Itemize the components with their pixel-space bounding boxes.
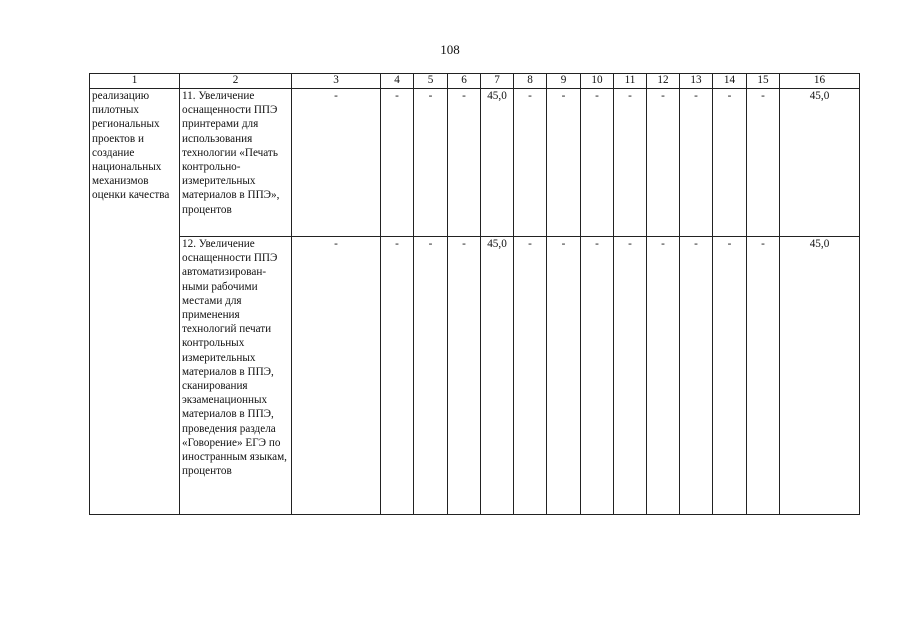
table-cell: 45,0	[481, 89, 514, 237]
column-header: 4	[381, 74, 414, 89]
table-cell: 45,0	[481, 237, 514, 515]
table-cell: -	[292, 237, 381, 515]
column-header: 6	[448, 74, 481, 89]
table-cell: -	[381, 237, 414, 515]
table-cell: 45,0	[780, 237, 860, 515]
table-cell: -	[547, 237, 581, 515]
column-header: 9	[547, 74, 581, 89]
goal-cell: реализацию пилотных региональных проектов и создание национальных механизмов оценки качества	[90, 89, 180, 515]
table-cell: -	[614, 237, 647, 515]
table-cell: -	[680, 89, 713, 237]
column-header: 12	[647, 74, 680, 89]
column-header: 13	[680, 74, 713, 89]
table-cell: -	[448, 237, 481, 515]
table-row	[90, 89, 860, 237]
column-header: 10	[581, 74, 614, 89]
column-header: 7	[481, 74, 514, 89]
table-cell: -	[414, 89, 448, 237]
table-cell: -	[647, 237, 680, 515]
table-cell: -	[547, 89, 581, 237]
column-header: 3	[292, 74, 381, 89]
table-row	[90, 237, 860, 515]
table-cell: -	[414, 237, 448, 515]
indicators-table	[89, 73, 860, 515]
table-cell: -	[647, 89, 680, 237]
indicator-description: 11. Увеличение оснащенности ППЭ принтерами для использования технологии «Печать контрольно-измерительных материалов в ППЭ», процентов	[180, 89, 292, 237]
table-cell: -	[713, 237, 747, 515]
table-cell: -	[747, 89, 780, 237]
column-header: 15	[747, 74, 780, 89]
column-header: 16	[780, 74, 860, 89]
column-header: 2	[180, 74, 292, 89]
table-cell: -	[514, 237, 547, 515]
table-cell: -	[381, 89, 414, 237]
table-cell: -	[581, 237, 614, 515]
table-cell: -	[680, 237, 713, 515]
indicator-description: 12. Увеличение оснащенности ППЭ автоматизирован-ными рабочими местами для применения технологий печати контрольных измерительных материалов в ППЭ, сканирования экзаменационных материалов в ППЭ, проведения раздела «Говорение» ЕГЭ по иностранным языкам, процентов	[180, 237, 292, 515]
table-cell: -	[581, 89, 614, 237]
column-header: 1	[90, 74, 180, 89]
page-number: 108	[440, 42, 460, 57]
column-header: 11	[614, 74, 647, 89]
table-cell: -	[448, 89, 481, 237]
table-cell: -	[713, 89, 747, 237]
table-cell: 45,0	[780, 89, 860, 237]
table-header-row	[90, 74, 860, 89]
column-header: 8	[514, 74, 547, 89]
column-header: 14	[713, 74, 747, 89]
table-cell: -	[747, 237, 780, 515]
table-cell: -	[514, 89, 547, 237]
table-cell: -	[292, 89, 381, 237]
column-header: 5	[414, 74, 448, 89]
table-cell: -	[614, 89, 647, 237]
